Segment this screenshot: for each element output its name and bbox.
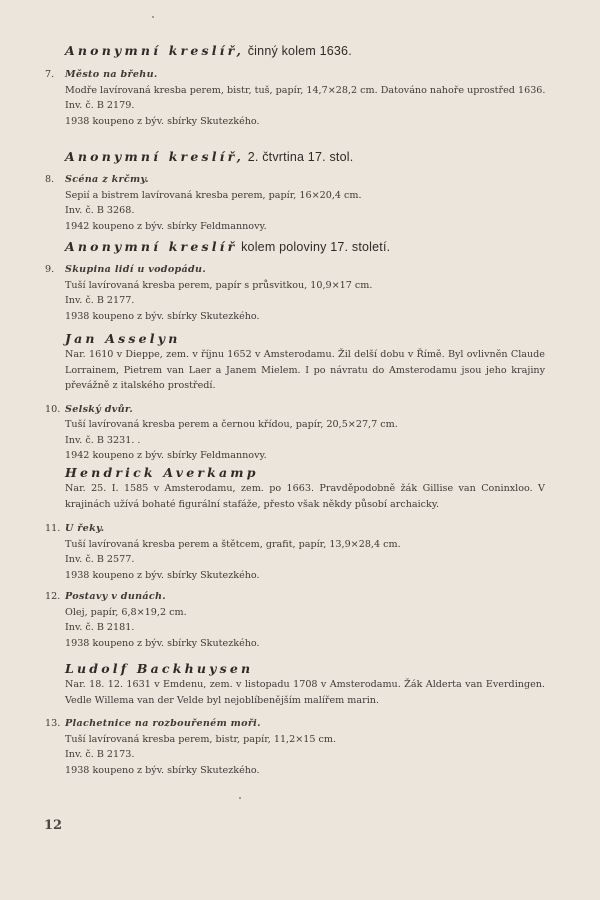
catalog-entry	[45, 521, 545, 583]
entry-inventory: Inv. č. B 3268.	[65, 205, 135, 216]
entry-title: Město na břehu.	[65, 69, 158, 80]
paper-speck	[239, 797, 241, 799]
entry-title: Plachetnice na rozbouřeném moři.	[65, 718, 261, 729]
entry-provenance: 1938 koupeno z býv. sbírky Skutezkého.	[65, 637, 260, 649]
entry-title: Scéna z krčmy.	[65, 174, 149, 185]
artist-heading	[45, 239, 545, 255]
artist-dating: činný kolem 1636.	[244, 44, 352, 58]
entry-description: Tuší lavírovaná kresba perem a černou křídou, papír, 20,5×27,7 cm.	[65, 419, 398, 430]
entry-provenance: 1942 koupeno z býv. sbírky Feldmannovy.	[65, 450, 267, 461]
catalog-entry	[45, 402, 545, 464]
entry-description: Olej, papír, 6,8×19,2 cm.	[65, 606, 187, 618]
catalog-entry	[45, 262, 545, 324]
catalog-section	[45, 43, 545, 129]
entry-description: Modře lavírovaná kresba perem, bistr, tuš, papír, 14,7×28,2 cm. Datováno nahoře uprostřed 1636.	[65, 84, 546, 96]
catalog-section	[45, 465, 545, 651]
entry-title: U řeky.	[65, 523, 105, 534]
entry-title: Postavy v dunách.	[65, 591, 166, 602]
entry-inventory: Inv. č. B 2577.	[65, 554, 135, 565]
entry-number: 7.	[45, 69, 55, 80]
artist-heading	[45, 149, 545, 165]
catalog-entry	[45, 716, 545, 778]
entry-provenance: 1942 koupeno z býv. sbírky Feldmannovy.	[65, 220, 267, 232]
entry-number: 8.	[45, 174, 55, 185]
artist-dating: kolem poloviny 17. století.	[237, 240, 391, 254]
entry-inventory: Inv. č. B 3231. .	[65, 434, 141, 446]
entry-number: 10.	[45, 403, 61, 415]
artist-biography: Nar. 1610 v Dieppe, zem. v říjnu 1652 v Amsterodamu. Žil delší dobu v Římě. Byl ovlivněn Claude Lorrainem, Pietrem van Laer a Janem Mielem. I po návratu do Amsterodamu jsou jeho krajiny převážně z italského prostředí.	[65, 349, 545, 391]
catalog-section	[45, 331, 545, 464]
entry-description: Sepií a bistrem lavírovaná kresba perem, papír, 16×20,4 cm.	[65, 189, 362, 201]
catalog-entry	[45, 589, 545, 651]
catalog-section	[45, 239, 545, 324]
paper-speck	[152, 16, 154, 18]
entry-inventory: Inv. č. B 2173.	[65, 749, 135, 760]
entry-number: 12.	[45, 591, 61, 602]
artist-biography: Nar. 18. 12. 1631 v Emdenu, zem. v listopadu 1708 v Amsterodamu. Žák Alderta van Everdingen. Vedle Willema van der Velde byl nejoblíbenějším malířem marin.	[65, 679, 545, 706]
entry-provenance: 1938 koupeno z býv. sbírky Skutezkého.	[65, 115, 260, 127]
entry-description: Tuší lavírovaná kresba perem a štětcem, grafit, papír, 13,9×28,4 cm.	[65, 538, 401, 550]
artist-name: Anonymní kreslíř,	[65, 43, 245, 58]
entry-inventory: Inv. č. B 2177.	[65, 295, 135, 306]
page-number: 12	[44, 818, 63, 833]
artist-heading	[45, 331, 545, 347]
entry-number: 9.	[45, 264, 55, 275]
artist-heading	[45, 661, 545, 677]
entry-number: 11.	[45, 523, 61, 534]
catalog-entry	[45, 67, 545, 129]
entry-description: Tuší lavírovaná kresba perem, bistr, papír, 11,2×15 cm.	[65, 733, 337, 745]
artist-heading	[45, 43, 545, 59]
artist-dating: 2. čtvrtina 17. stol.	[244, 150, 354, 164]
artist-name: Ludolf Backhuysen	[65, 661, 254, 676]
entry-provenance: 1938 koupeno z býv. sbírky Skutezkého.	[65, 764, 260, 776]
artist-name: Anonymní kreslíř,	[65, 149, 245, 164]
entry-provenance: 1938 koupeno z býv. sbírky Skutezkého.	[65, 569, 260, 581]
entry-description: Tuší lavírovaná kresba perem, papír s průsvitkou, 10,9×17 cm.	[65, 279, 373, 291]
artist-name: Hendrick Averkamp	[65, 465, 259, 480]
artist-heading	[45, 465, 545, 481]
entry-provenance: 1938 koupeno z býv. sbírky Skutezkého.	[65, 310, 260, 322]
entry-title: Selský dvůr.	[65, 403, 134, 415]
entry-inventory: Inv. č. B 2181.	[65, 622, 135, 633]
artist-name: Anonymní kreslíř	[65, 239, 238, 254]
catalog-entry	[45, 172, 545, 234]
catalog-section	[45, 149, 545, 234]
entry-number: 13.	[45, 718, 61, 729]
catalog-section	[45, 661, 545, 778]
entry-inventory: Inv. č. B 2179.	[65, 100, 135, 111]
entry-title: Skupina lidí u vodopádu.	[65, 264, 206, 275]
artist-biography: Nar. 25. I. 1585 v Amsterodamu, zem. po 1663. Pravděpodobně žák Gillise van Coninxloo. V krajinách užívá bohaté figurální stafáže, přesto však někdy působí archaicky.	[65, 483, 545, 510]
artist-name: Jan Asselyn	[65, 331, 181, 346]
